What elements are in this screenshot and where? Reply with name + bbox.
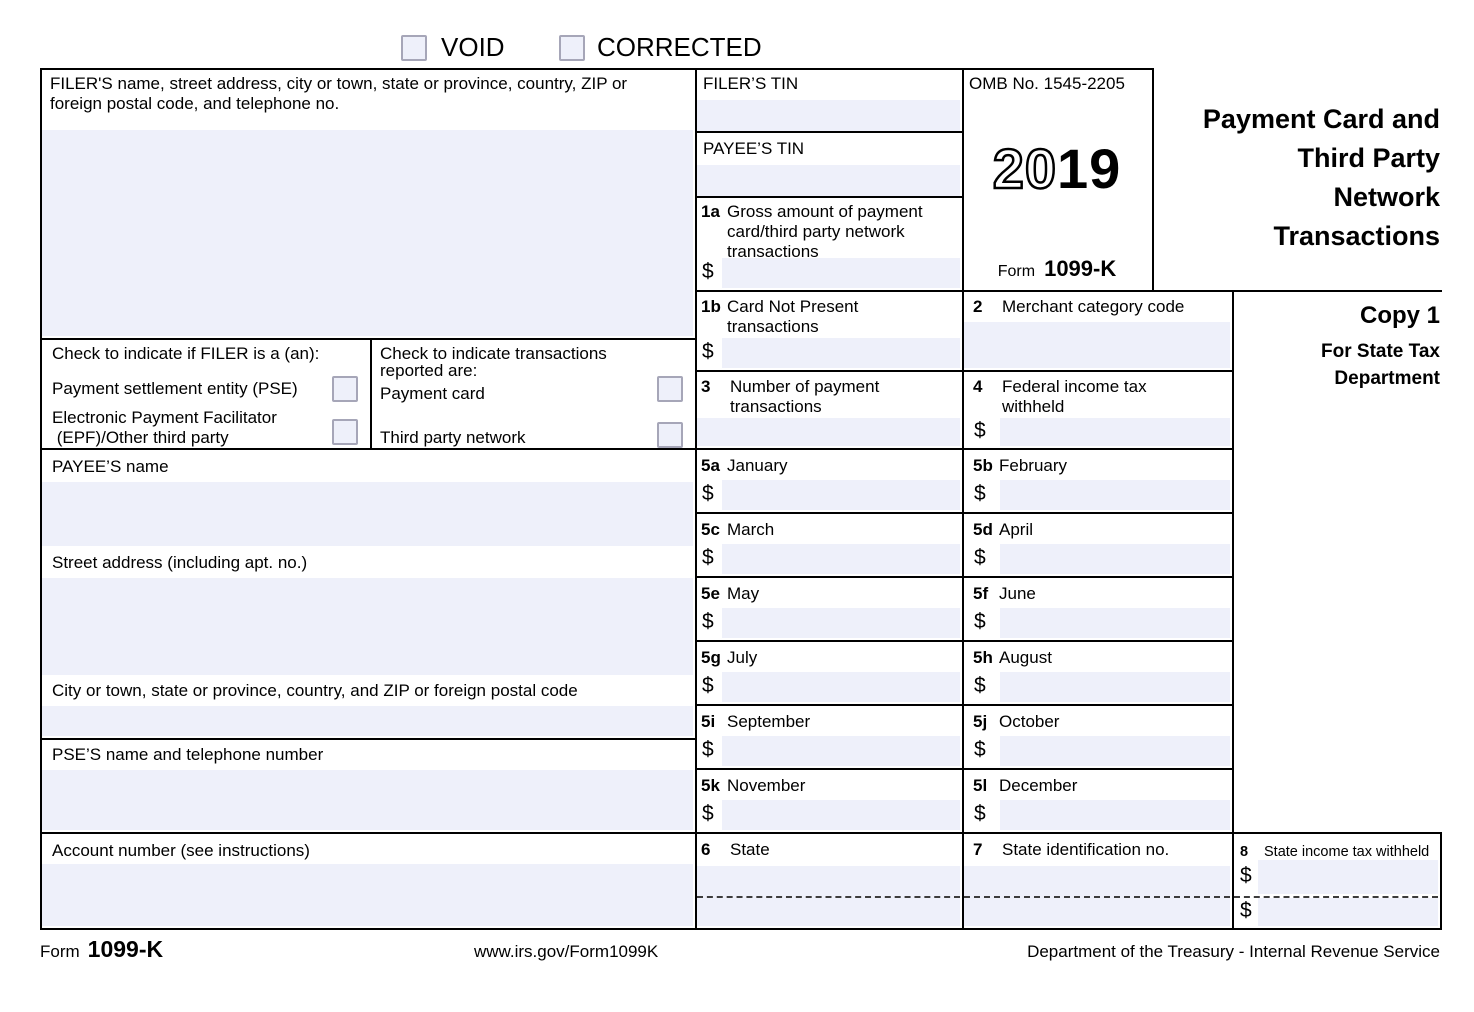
divider	[40, 68, 1154, 70]
month-august-label: 5h August	[973, 648, 1052, 667]
form-title: Payment Card and Third Party Network Transactions	[1202, 104, 1440, 251]
footer-url[interactable]: www.irs.gov/Form1099K	[474, 942, 659, 961]
month-june-label: 5f June	[973, 584, 1036, 603]
month-february-label: 5b February	[973, 456, 1068, 475]
dollar-sign-1a: $	[702, 260, 714, 283]
divider	[40, 68, 42, 930]
form-word: Form	[997, 263, 1036, 280]
month-november-label: 5k November	[701, 776, 806, 795]
divider	[40, 338, 695, 340]
check-transactions-title-line2: reported are:	[380, 361, 478, 380]
month-april-label: 5d April	[973, 520, 1034, 539]
box-6-label: 6 State	[701, 840, 770, 859]
dollar-sign-4: $	[974, 419, 986, 442]
dollar-sign-5b: $	[974, 482, 986, 505]
dollar-sign-5k: $	[702, 802, 714, 825]
dollar-sign-5h: $	[974, 674, 986, 697]
dollar-sign-5j: $	[974, 738, 986, 761]
payee-name-input[interactable]	[42, 482, 693, 546]
void-label: VOID	[441, 32, 505, 62]
account-number-label: Account number (see instructions)	[52, 841, 310, 860]
corrected-label: CORRECTED	[597, 32, 762, 62]
box-8-label: 8 State income tax withheld	[1240, 844, 1430, 860]
copy-designation: Copy 1 For State Tax Department	[1140, 301, 1440, 392]
account-number-input[interactable]	[42, 864, 693, 926]
dollar-sign-5l: $	[974, 802, 986, 825]
check-filer-title: Check to indicate if FILER is a (an):	[52, 344, 320, 363]
filers-tin-label: FILER’S TIN	[703, 74, 799, 93]
dashed-divider	[964, 896, 1230, 898]
corrected-checkbox[interactable]	[559, 35, 585, 61]
omb-number: OMB No. 1545-2205	[969, 74, 1125, 93]
box-8-input-2[interactable]	[1258, 898, 1438, 926]
dollar-sign-5a: $	[702, 482, 714, 505]
month-december-label: 5l December	[973, 776, 1078, 795]
month-november-input[interactable]	[722, 800, 960, 830]
box-7-label: 7 State identification no.	[973, 840, 1170, 859]
month-september-label: 5i September	[701, 712, 811, 731]
box-4-input[interactable]	[1000, 418, 1230, 446]
dashed-divider	[1234, 896, 1438, 898]
divider	[695, 290, 1442, 292]
dashed-divider	[697, 896, 960, 898]
footer-form-number: Form 1099-K	[40, 936, 164, 962]
month-may-label: 5e May	[701, 584, 760, 603]
pse-checkbox[interactable]	[332, 376, 358, 402]
filer-info-input[interactable]	[42, 130, 693, 336]
month-january-label: 5a January	[701, 456, 788, 475]
epf-checkbox[interactable]	[332, 419, 358, 445]
divider	[695, 131, 962, 133]
divider	[370, 338, 372, 450]
payees-tin-label: PAYEE’S TIN	[703, 139, 805, 158]
month-february-input[interactable]	[1000, 480, 1230, 510]
void-checkbox[interactable]	[401, 35, 427, 61]
dollar-sign-5i: $	[702, 738, 714, 761]
month-march-label: 5c March	[701, 520, 775, 539]
month-october-input[interactable]	[1000, 736, 1230, 766]
month-april-input[interactable]	[1000, 544, 1230, 574]
payee-name-label: PAYEE’S name	[52, 457, 169, 476]
box-1a-label: 1a Gross amount of payment card/third party network transactions	[701, 202, 923, 261]
footer-department: Department of the Treasury - Internal Revenue Service	[1027, 942, 1440, 961]
city-input[interactable]	[42, 706, 693, 736]
pse-name-label: PSE’S name and telephone number	[52, 745, 324, 764]
box-1b-label: 1b Card Not Present transactions	[701, 297, 859, 336]
box-3-label: 3 Number of payment transactions	[701, 377, 880, 416]
divider	[40, 448, 1232, 450]
street-address-label: Street address (including apt. no.)	[52, 553, 308, 572]
month-december-input[interactable]	[1000, 800, 1230, 830]
dollar-sign-5f: $	[974, 610, 986, 633]
month-january-input[interactable]	[722, 480, 960, 510]
box-3-input[interactable]	[697, 418, 960, 446]
box-2-label: 2 Merchant category code	[973, 297, 1185, 316]
divider	[695, 196, 962, 198]
tax-year: 2019	[992, 137, 1122, 200]
month-june-input[interactable]	[1000, 608, 1230, 638]
month-july-label: 5g July	[701, 648, 758, 667]
divider	[1440, 832, 1442, 930]
dollar-sign-1b: $	[702, 340, 714, 363]
divider	[695, 68, 697, 930]
copy-label: Copy 1	[1359, 302, 1440, 329]
epf-option-label-line2: (EPF)/Other third party	[52, 428, 229, 447]
month-august-input[interactable]	[1000, 672, 1230, 702]
month-may-input[interactable]	[722, 608, 960, 638]
payment-card-checkbox[interactable]	[657, 376, 683, 402]
third-party-network-option-label: Third party network	[380, 428, 526, 447]
street-address-input[interactable]	[42, 578, 693, 675]
third-party-network-checkbox[interactable]	[657, 422, 683, 448]
month-july-input[interactable]	[722, 672, 960, 702]
box-4-label: 4 Federal income tax withheld	[973, 377, 1147, 416]
box-8-input-1[interactable]	[1258, 860, 1438, 894]
payment-card-option-label: Payment card	[380, 384, 485, 403]
dollar-sign-5d: $	[974, 546, 986, 569]
form-number-block	[962, 256, 1152, 282]
box-1b-input[interactable]	[722, 338, 960, 368]
payees-tin-input[interactable]	[697, 165, 960, 196]
dollar-sign-8a: $	[1240, 864, 1252, 887]
filer-box-label: FILER'S name, street address, city or town, state or province, country, ZIP or foreign postal code, and telephone no.	[50, 74, 628, 113]
dollar-sign-5e: $	[702, 610, 714, 633]
check-transactions-title-line1: Check to indicate transactions	[380, 344, 607, 363]
pse-name-input[interactable]	[42, 770, 693, 830]
dollar-sign-8b: $	[1240, 899, 1252, 922]
pse-option-label: Payment settlement entity (PSE)	[52, 379, 298, 398]
month-september-input[interactable]	[722, 736, 960, 766]
month-march-input[interactable]	[722, 544, 960, 574]
dollar-sign-5c: $	[702, 546, 714, 569]
form-number: 1099-K	[1044, 256, 1117, 281]
box-1a-input[interactable]	[722, 258, 960, 288]
epf-option-label-line1: Electronic Payment Facilitator	[52, 408, 277, 427]
dollar-sign-5g: $	[702, 674, 714, 697]
month-october-label: 5j October	[973, 712, 1060, 731]
filers-tin-input[interactable]	[697, 100, 960, 131]
city-label: City or town, state or province, country, and ZIP or foreign postal code	[52, 681, 578, 700]
divider	[40, 738, 695, 740]
